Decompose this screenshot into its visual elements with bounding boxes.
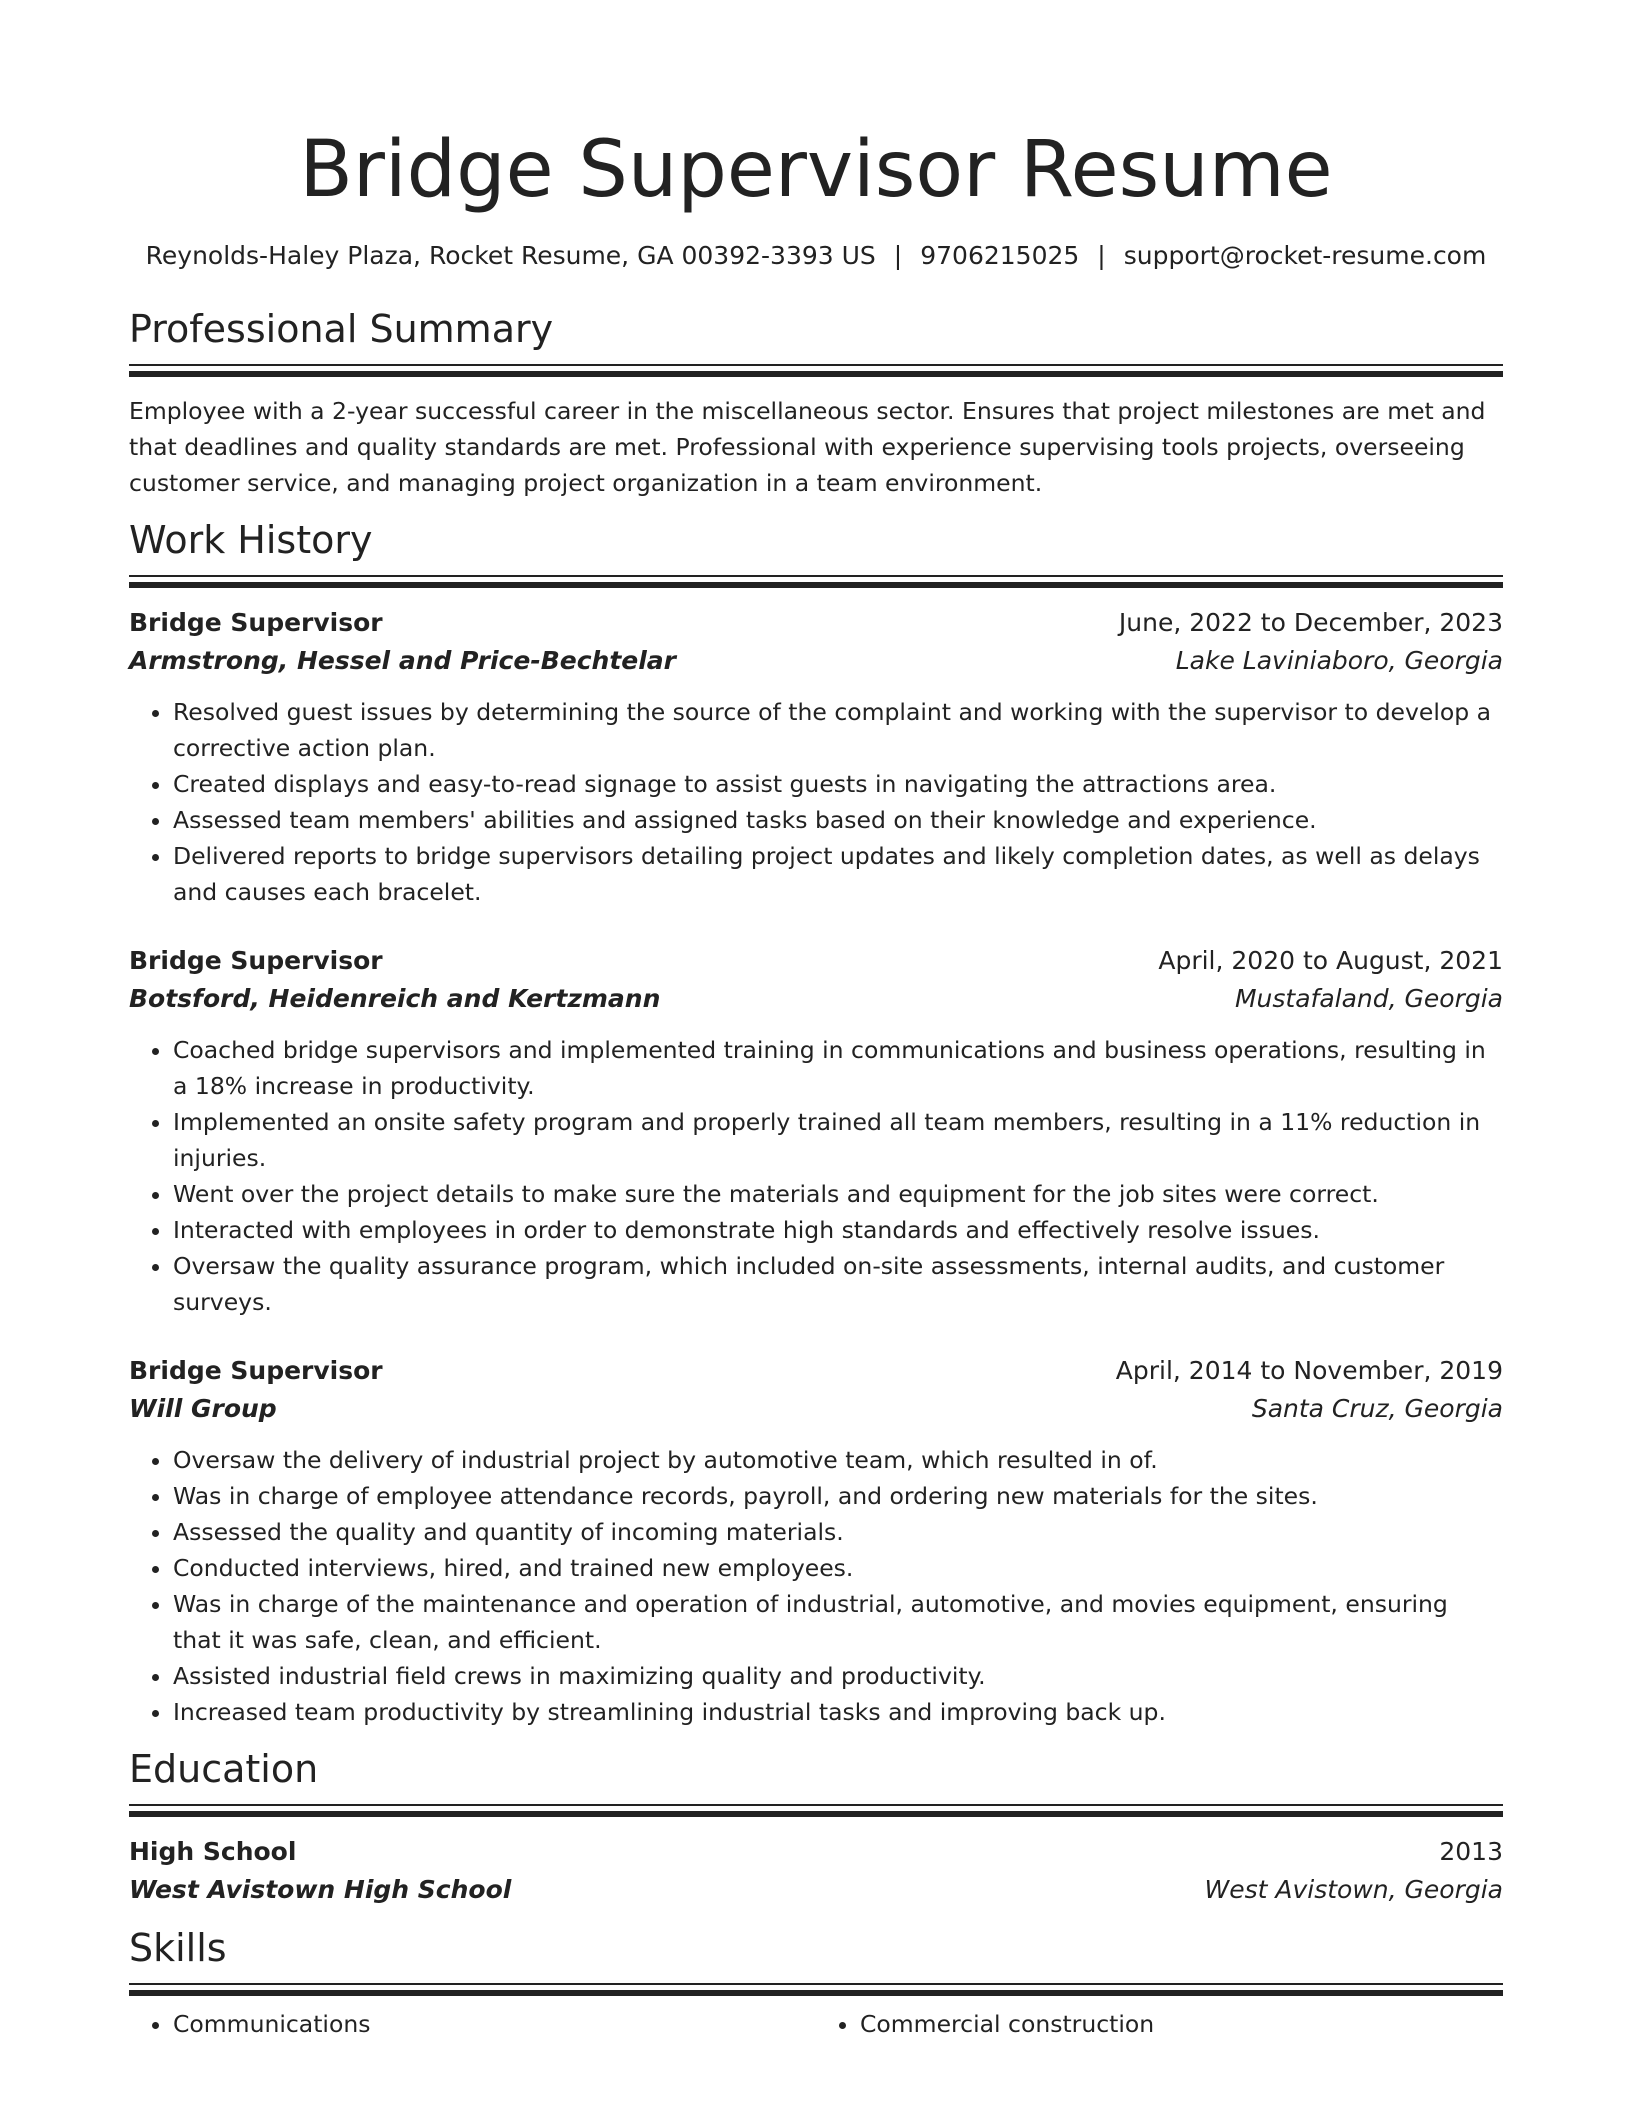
job-location: Santa Cruz, Georgia xyxy=(1251,1394,1503,1423)
section-divider xyxy=(129,1983,1503,1998)
education-school: West Avistown High School xyxy=(129,1875,512,1904)
summary-text: Employee with a 2-year successful career in the miscellaneous sector. Ensures that project milestones are met and that deadlines and quality standards are met. Professional with experience supervising tools projects, overseeing customer service, and managing project organization in a team environment. xyxy=(129,397,1486,497)
list-item: • Assisted industrial field crews in maximizing quality and productivity. xyxy=(173,1658,1503,1694)
job-title: Bridge Supervisor xyxy=(129,608,383,637)
contact-separator: | xyxy=(893,241,903,270)
job-dates: June, 2022 to December, 2023 xyxy=(1118,608,1503,637)
list-item: • Assessed team members' abilities and assigned tasks based on their knowledge and experience. xyxy=(173,802,1503,838)
job-company: Armstrong, Hessel and Price-Bechtelar xyxy=(129,646,676,675)
job-entry xyxy=(129,604,1503,910)
job-dates: April, 2020 to August, 2021 xyxy=(1158,946,1503,975)
list-item: • Went over the project details to make sure the materials and equipment for the job sites were correct. xyxy=(173,1176,1503,1212)
section-divider xyxy=(129,1804,1503,1819)
skills-section xyxy=(129,1923,1503,2042)
skills-right-column xyxy=(816,2006,1503,2042)
education-year: 2013 xyxy=(1439,1837,1503,1866)
list-item: • Was in charge of the maintenance and operation of industrial, automotive, and movies equipment, ensuring that it was safe, clean, and efficient. xyxy=(173,1586,1503,1658)
list-item: • Created displays and easy-to-read signage to assist guests in navigating the attractions area. xyxy=(173,766,1503,802)
education-location: West Avistown, Georgia xyxy=(1204,1875,1503,1904)
job-location: Mustafaland, Georgia xyxy=(1234,984,1503,1013)
job-bullets xyxy=(129,694,1503,910)
skills-heading: Skills xyxy=(129,1926,227,1970)
job-company-row xyxy=(129,980,1503,1018)
list-item: • Implemented an onsite safety program and properly trained all team members, resulting in a 11% reduction in injuries. xyxy=(173,1104,1503,1176)
education-entry xyxy=(129,1833,1503,1909)
education-header-row xyxy=(129,1833,1503,1871)
job-title: Bridge Supervisor xyxy=(129,1356,383,1385)
job-company-row xyxy=(129,1390,1503,1428)
job-entry xyxy=(129,1352,1503,1730)
job-dates: April, 2014 to November, 2019 xyxy=(1115,1356,1503,1385)
list-item: • Assessed the quality and quantity of incoming materials. xyxy=(173,1514,1503,1550)
job-entry xyxy=(129,942,1503,1320)
job-company: Botsford, Heidenreich and Kertzmann xyxy=(129,984,661,1013)
job-header-row xyxy=(129,942,1503,980)
work-history-section xyxy=(129,515,1503,1730)
section-divider xyxy=(129,575,1503,590)
contact-address: Reynolds-Haley Plaza, Rocket Resume, GA 00392-3393 US xyxy=(145,241,876,270)
job-header-row xyxy=(129,604,1503,642)
summary-heading: Professional Summary xyxy=(129,307,554,351)
education-school-row xyxy=(129,1871,1503,1909)
job-bullets xyxy=(129,1032,1503,1320)
list-item: • Interacted with employees in order to demonstrate high standards and effectively resolve issues. xyxy=(173,1212,1503,1248)
skills-columns xyxy=(129,2006,1503,2042)
list-item: • Increased team productivity by streamlining industrial tasks and improving back up. xyxy=(173,1694,1503,1730)
summary-section xyxy=(129,304,1503,501)
list-item: • Resolved guest issues by determining the source of the complaint and working with the supervisor to develop a corrective action plan. xyxy=(173,694,1503,766)
education-heading: Education xyxy=(129,1747,319,1791)
education-degree: High School xyxy=(129,1837,297,1866)
contact-line xyxy=(129,239,1503,273)
resume-title: Bridge Supervisor Resume xyxy=(299,125,1333,215)
job-location: Lake Laviniaboro, Georgia xyxy=(1175,646,1503,675)
contact-email: support@rocket-resume.com xyxy=(1123,241,1487,270)
job-company-row xyxy=(129,642,1503,680)
list-item: • Commercial construction xyxy=(860,2006,1503,2042)
list-item: • Conducted interviews, hired, and trained new employees. xyxy=(173,1550,1503,1586)
contact-phone: 9706215025 xyxy=(920,241,1080,270)
section-divider xyxy=(129,364,1503,379)
job-header-row xyxy=(129,1352,1503,1390)
education-section xyxy=(129,1744,1503,1909)
list-item: • Communications xyxy=(173,2006,816,2042)
job-bullets xyxy=(129,1442,1503,1730)
job-title: Bridge Supervisor xyxy=(129,946,383,975)
list-item: • Coached bridge supervisors and implemented training in communications and business operations, resulting in a 18% increase in productivity. xyxy=(173,1032,1503,1104)
job-company: Will Group xyxy=(129,1394,277,1423)
list-item: • Was in charge of employee attendance records, payroll, and ordering new materials for the sites. xyxy=(173,1478,1503,1514)
skills-left-column xyxy=(129,2006,816,2042)
work-history-heading: Work History xyxy=(129,518,373,562)
list-item: • Oversaw the quality assurance program, which included on-site assessments, internal audits, and customer surveys. xyxy=(173,1248,1503,1320)
list-item: • Delivered reports to bridge supervisors detailing project updates and likely completion dates, as well as delays and causes each bracelet. xyxy=(173,838,1503,910)
list-item: • Oversaw the delivery of industrial project by automotive team, which resulted in of. xyxy=(173,1442,1503,1478)
contact-separator: | xyxy=(1097,241,1106,270)
